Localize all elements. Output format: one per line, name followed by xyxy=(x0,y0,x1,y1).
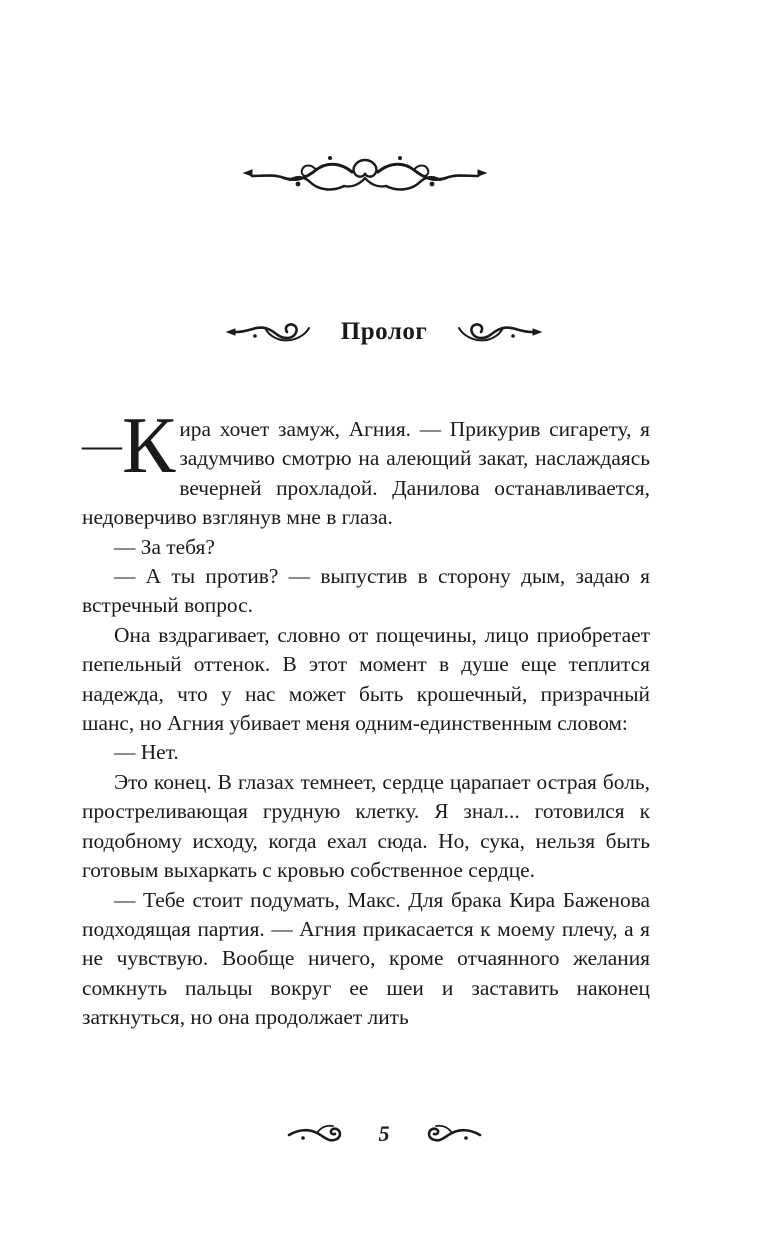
flourish-left-icon xyxy=(287,1121,345,1147)
flourish-right-icon xyxy=(424,1121,482,1147)
paragraph-2: — За тебя? xyxy=(114,534,215,559)
paragraph-4: Она вздрагивает, словно от пощечины, лицо приобретает пепельный оттенок. В этот момент в душе еще теплится надежда, что у нас может быть крошечный, призрачный шанс, но Агния убивает меня одним-единственным словом: xyxy=(82,622,650,736)
page-number: 5 xyxy=(378,1121,390,1146)
paragraph-3: — А ты против? — выпустив в сторону дым, задаю я встречный вопрос. xyxy=(82,564,650,618)
baroque-scroll-ornament-icon xyxy=(240,148,490,198)
page-footer xyxy=(0,1118,768,1150)
paragraph-7: — Тебе стоит подумать, Макс. Для брака Кира Баженова подходящая партия. — Агния прикасается к моему плечу, а я не чувствую. Вообще ничего, кроме отчаянного желания сомкнуть пальцы вокруг ее шеи и заставить наконец заткнуться, но она продолжает лить xyxy=(82,887,650,1030)
dropcap-dash: — xyxy=(82,422,122,467)
chapter-title: Пролог xyxy=(340,318,428,345)
chapter-heading xyxy=(0,312,768,352)
chapter-body xyxy=(82,402,650,1033)
paragraph-5: — Нет. xyxy=(114,740,179,765)
paragraph-text: ира хочет замуж, Агния. — Прикурив сигарету, я задумчиво смотрю на алеющий закат, наслаждаясь вечерней прохладой. Данилова останавливается, недоверчиво взглянув мне в глаза. xyxy=(82,417,650,530)
flourish-right-icon xyxy=(457,318,543,346)
paragraph-6: Это конец. В глазах темнеет, сердце царапает острая боль, простреливающая грудную клетку. Я знал... готовился к подобному исходу, когда ехал сюда. Но, сука, нельзя быть готовым выхаркать с кровью собственное сердце. xyxy=(82,769,650,883)
paragraph-1 xyxy=(82,402,650,533)
flourish-left-icon xyxy=(225,318,311,346)
dropcap-letter: К xyxy=(122,402,176,490)
